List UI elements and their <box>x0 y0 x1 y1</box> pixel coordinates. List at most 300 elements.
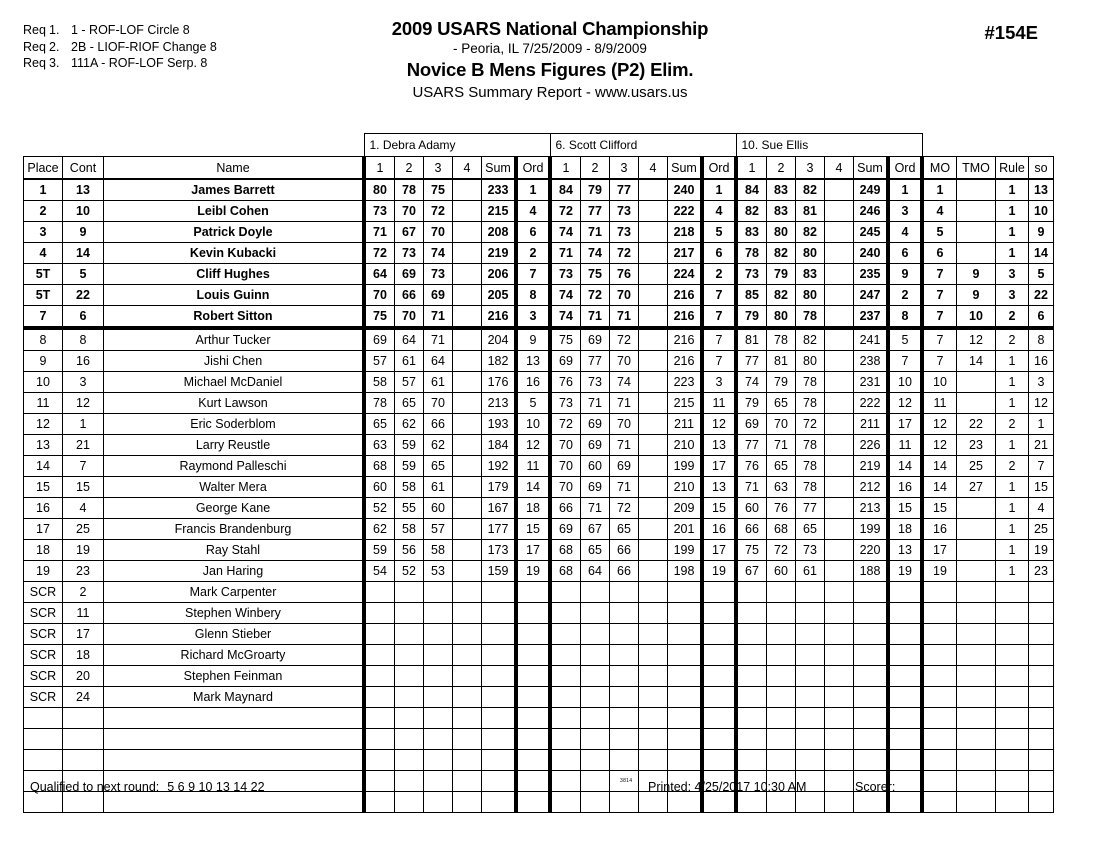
cell-j2-ord <box>702 624 736 645</box>
cell-rule: 1 <box>996 179 1029 201</box>
cell-j2-score4 <box>639 306 668 329</box>
cell-j1-score3 <box>424 708 453 729</box>
requirement-label: Req <box>23 39 46 54</box>
cell-j3-score2: 70 <box>767 414 796 435</box>
table-row[interactable] <box>24 561 1054 582</box>
cell-j2-score2 <box>581 582 610 603</box>
cell-cont: 18 <box>63 645 104 666</box>
table-row[interactable] <box>24 519 1054 540</box>
table-row[interactable] <box>24 750 1054 771</box>
cell-so <box>1029 582 1054 603</box>
cell-j3-sum: 246 <box>854 201 889 222</box>
table-row[interactable] <box>24 285 1054 306</box>
requirement-number: 1. <box>49 23 60 37</box>
cell-j3-score3: 72 <box>796 414 825 435</box>
cell-j2-score2 <box>581 645 610 666</box>
cell-j3-score2: 80 <box>767 306 796 329</box>
cell-j3-score3: 82 <box>796 222 825 243</box>
cell-j3-score1: 73 <box>736 264 767 285</box>
cell-j3-ord: 1 <box>888 179 922 201</box>
cell-j1-ord: 5 <box>516 393 550 414</box>
cell-j1-score3: 53 <box>424 561 453 582</box>
cell-j2-sum: 224 <box>668 264 703 285</box>
cell-j1-ord: 13 <box>516 351 550 372</box>
cell-mo <box>922 708 957 729</box>
cell-j3-score4 <box>825 687 854 708</box>
table-row[interactable] <box>24 540 1054 561</box>
cell-j3-score4 <box>825 582 854 603</box>
cell-j1-ord: 19 <box>516 561 550 582</box>
cell-j2-score1: 68 <box>550 561 581 582</box>
cell-so: 4 <box>1029 498 1054 519</box>
cell-j3-score2: 79 <box>767 264 796 285</box>
cell-j2-score4 <box>639 666 668 687</box>
cell-j3-ord: 11 <box>888 435 922 456</box>
cell-place: 9 <box>24 351 63 372</box>
cell-j1-score1: 59 <box>364 540 395 561</box>
cell-mo: 12 <box>922 414 957 435</box>
cell-tmo: 12 <box>957 328 996 351</box>
cell-tmo <box>957 201 996 222</box>
cell-name: Stephen Winbery <box>104 603 365 624</box>
table-row[interactable] <box>24 708 1054 729</box>
cell-j2-score2: 74 <box>581 243 610 264</box>
cell-j1-ord: 4 <box>516 201 550 222</box>
cell-j2-score4 <box>639 328 668 351</box>
cell-j3-ord: 16 <box>888 477 922 498</box>
cell-j1-sum <box>482 624 517 645</box>
table-row[interactable] <box>24 306 1054 329</box>
cell-cont: 7 <box>63 456 104 477</box>
cell-j2-score3: 76 <box>610 264 639 285</box>
col-j2-score3: 3 <box>610 157 639 180</box>
cell-j3-score2: 79 <box>767 372 796 393</box>
cell-j1-ord: 7 <box>516 264 550 285</box>
cell-j2-score1: 70 <box>550 435 581 456</box>
cell-cont: 23 <box>63 561 104 582</box>
cell-so: 6 <box>1029 306 1054 329</box>
cell-place: 4 <box>24 243 63 264</box>
cell-cont: 6 <box>63 306 104 329</box>
cell-mo: 14 <box>922 456 957 477</box>
cell-j2-ord: 13 <box>702 435 736 456</box>
cell-tmo <box>957 393 996 414</box>
cell-j2-sum <box>668 666 703 687</box>
cell-j2-score1 <box>550 666 581 687</box>
cell-j3-score2 <box>767 603 796 624</box>
table-row[interactable] <box>24 687 1054 708</box>
cell-j3-score4 <box>825 393 854 414</box>
table-row[interactable] <box>24 645 1054 666</box>
cell-j3-score3: 81 <box>796 201 825 222</box>
cell-j1-score3: 64 <box>424 351 453 372</box>
cell-place <box>24 729 63 750</box>
cell-cont: 16 <box>63 351 104 372</box>
event-location: - Peoria, IL 7/25/2009 - 8/9/2009 <box>453 41 647 56</box>
cell-name: Robert Sitton <box>104 306 365 329</box>
cell-j2-score4 <box>639 750 668 771</box>
cell-j3-score4 <box>825 729 854 750</box>
cell-j2-score4 <box>639 243 668 264</box>
cell-j2-score1: 75 <box>550 328 581 351</box>
cell-j2-score1: 73 <box>550 393 581 414</box>
cell-mo: 11 <box>922 393 957 414</box>
cell-cont <box>63 750 104 771</box>
cell-place <box>24 708 63 729</box>
form-revision-mark: 3814 <box>620 778 633 784</box>
cell-j1-score3: 75 <box>424 179 453 201</box>
cell-j2-ord: 16 <box>702 519 736 540</box>
cell-so <box>1029 687 1054 708</box>
event-code: #154E <box>984 22 1038 43</box>
cell-so: 1 <box>1029 414 1054 435</box>
col-j3-score3: 3 <box>796 157 825 180</box>
cell-so <box>1029 645 1054 666</box>
cell-j2-score1: 66 <box>550 498 581 519</box>
cell-j2-score2: 69 <box>581 328 610 351</box>
cell-j3-score3: 82 <box>796 179 825 201</box>
cell-name: Eric Soderblom <box>104 414 365 435</box>
cell-place: 12 <box>24 414 63 435</box>
cell-cont: 9 <box>63 222 104 243</box>
cell-j3-sum: 188 <box>854 561 889 582</box>
cell-j3-score3 <box>796 603 825 624</box>
cell-j2-score3: 72 <box>610 328 639 351</box>
cell-j2-sum <box>668 645 703 666</box>
cell-j3-score1 <box>736 582 767 603</box>
cell-j3-score3: 83 <box>796 264 825 285</box>
cell-place: 14 <box>24 456 63 477</box>
cell-j1-ord: 15 <box>516 519 550 540</box>
cell-j2-score4 <box>639 708 668 729</box>
cell-name: Richard McGroarty <box>104 645 365 666</box>
table-row[interactable] <box>24 729 1054 750</box>
table-row[interactable] <box>24 243 1054 264</box>
table-head <box>24 134 1054 180</box>
cell-j2-ord <box>702 750 736 771</box>
cell-j3-score3: 78 <box>796 435 825 456</box>
cell-name: Kevin Kubacki <box>104 243 365 264</box>
cell-j1-score4 <box>453 582 482 603</box>
cell-j3-score1: 81 <box>736 328 767 351</box>
cell-j3-sum: 231 <box>854 372 889 393</box>
cell-j1-score4 <box>453 540 482 561</box>
cell-j1-score4 <box>453 201 482 222</box>
table-row[interactable] <box>24 666 1054 687</box>
cell-j3-ord: 18 <box>888 519 922 540</box>
cell-j1-sum <box>482 582 517 603</box>
cell-name: Leibl Cohen <box>104 201 365 222</box>
cell-j1-sum: 213 <box>482 393 517 414</box>
cell-j2-ord <box>702 708 736 729</box>
cell-j1-score2 <box>395 708 424 729</box>
cell-j1-ord <box>516 708 550 729</box>
cell-name: Mark Maynard <box>104 687 365 708</box>
cell-j2-score1 <box>550 582 581 603</box>
cell-mo: 19 <box>922 561 957 582</box>
cell-j2-ord: 7 <box>702 306 736 329</box>
col-j1-score3: 3 <box>424 157 453 180</box>
cell-j1-score3: 60 <box>424 498 453 519</box>
cell-j2-score3: 70 <box>610 414 639 435</box>
cell-cont: 12 <box>63 393 104 414</box>
cell-j2-score1: 74 <box>550 306 581 329</box>
cell-j1-score2: 59 <box>395 435 424 456</box>
cell-j2-score3: 69 <box>610 456 639 477</box>
cell-j3-score3 <box>796 750 825 771</box>
cell-j3-score3: 61 <box>796 561 825 582</box>
cell-tmo: 10 <box>957 306 996 329</box>
col-j2-score4: 4 <box>639 157 668 180</box>
cell-name <box>104 708 365 729</box>
cell-j1-ord: 3 <box>516 306 550 329</box>
cell-mo: 4 <box>922 201 957 222</box>
judge-band-row <box>24 134 1054 157</box>
qualified-numbers: 5 6 9 10 13 14 22 <box>167 780 265 794</box>
cell-j3-score2 <box>767 687 796 708</box>
col-place: Place <box>24 157 63 180</box>
cell-j2-score4 <box>639 393 668 414</box>
cell-mo: 7 <box>922 285 957 306</box>
cell-tmo <box>957 708 996 729</box>
cell-j1-ord <box>516 645 550 666</box>
cell-tmo <box>957 666 996 687</box>
cell-cont: 24 <box>63 687 104 708</box>
qualified-note <box>30 780 265 794</box>
requirement-label: Req <box>23 23 46 37</box>
cell-j1-score1 <box>364 666 395 687</box>
cell-j3-score1: 74 <box>736 372 767 393</box>
cell-j3-ord <box>888 750 922 771</box>
cell-so: 21 <box>1029 435 1054 456</box>
cell-so: 8 <box>1029 328 1054 351</box>
cell-j2-sum: 199 <box>668 456 703 477</box>
cell-name: Larry Reustle <box>104 435 365 456</box>
cell-name: Walter Mera <box>104 477 365 498</box>
cell-j2-score4 <box>639 201 668 222</box>
cell-j1-score3: 71 <box>424 306 453 329</box>
col-j2-score1: 1 <box>550 157 581 180</box>
cell-j3-ord: 3 <box>888 201 922 222</box>
cell-rule: 2 <box>996 328 1029 351</box>
cell-j3-ord: 5 <box>888 328 922 351</box>
cell-name: James Barrett <box>104 179 365 201</box>
cell-j1-sum <box>482 687 517 708</box>
cell-j2-score2: 60 <box>581 456 610 477</box>
cell-j1-score2: 65 <box>395 393 424 414</box>
cell-j1-score2: 56 <box>395 540 424 561</box>
cell-j3-ord: 19 <box>888 561 922 582</box>
cell-j2-ord: 4 <box>702 201 736 222</box>
table-row[interactable] <box>24 201 1054 222</box>
cell-j3-score2: 68 <box>767 519 796 540</box>
table-row[interactable] <box>24 435 1054 456</box>
cell-j1-score3 <box>424 603 453 624</box>
cell-j3-score1: 76 <box>736 456 767 477</box>
table-row[interactable] <box>24 414 1054 435</box>
cell-j3-ord <box>888 603 922 624</box>
cell-rule <box>996 687 1029 708</box>
cell-j2-score4 <box>639 540 668 561</box>
cell-j2-score3 <box>610 603 639 624</box>
cell-rule <box>996 582 1029 603</box>
cell-j3-sum: 199 <box>854 519 889 540</box>
cell-j1-ord: 1 <box>516 179 550 201</box>
cell-mo: 17 <box>922 540 957 561</box>
cell-mo <box>922 729 957 750</box>
cell-j1-score2: 70 <box>395 306 424 329</box>
table-body <box>24 179 1054 813</box>
cell-j3-score4 <box>825 179 854 201</box>
cell-j1-score4 <box>453 351 482 372</box>
cell-so: 3 <box>1029 372 1054 393</box>
cell-j2-sum <box>668 624 703 645</box>
cell-j2-score4 <box>639 498 668 519</box>
table-row[interactable] <box>24 582 1054 603</box>
cell-j1-ord: 12 <box>516 435 550 456</box>
cell-place: SCR <box>24 624 63 645</box>
cell-j1-score3: 61 <box>424 477 453 498</box>
table-row[interactable] <box>24 351 1054 372</box>
cell-j2-score3: 66 <box>610 561 639 582</box>
cell-j1-ord: 16 <box>516 372 550 393</box>
cell-j2-score3: 71 <box>610 477 639 498</box>
cell-j1-sum <box>482 708 517 729</box>
cell-j1-score4 <box>453 729 482 750</box>
cell-j2-score1: 71 <box>550 243 581 264</box>
judge-header-1: 1. Debra Adamy <box>364 134 550 157</box>
cell-j3-score1: 71 <box>736 477 767 498</box>
cell-j1-sum: 173 <box>482 540 517 561</box>
table-row[interactable] <box>24 264 1054 285</box>
cell-j3-score1 <box>736 603 767 624</box>
cell-j2-score3: 72 <box>610 498 639 519</box>
cell-j2-sum <box>668 582 703 603</box>
cell-cont <box>63 729 104 750</box>
cell-j2-score4 <box>639 603 668 624</box>
cell-j1-score3: 62 <box>424 435 453 456</box>
table-row[interactable] <box>24 477 1054 498</box>
cell-mo: 16 <box>922 519 957 540</box>
cell-j2-score4 <box>639 285 668 306</box>
table-row[interactable] <box>24 328 1054 351</box>
cell-j2-score2: 77 <box>581 201 610 222</box>
cell-j3-score4 <box>825 561 854 582</box>
cell-j3-score4 <box>825 306 854 329</box>
cell-j1-score2: 69 <box>395 264 424 285</box>
cell-j3-score3 <box>796 687 825 708</box>
cell-j3-score4 <box>825 666 854 687</box>
cell-so: 25 <box>1029 519 1054 540</box>
cell-cont: 8 <box>63 328 104 351</box>
cell-j1-score1: 80 <box>364 179 395 201</box>
cell-j3-score2: 65 <box>767 393 796 414</box>
cell-j2-score4 <box>639 624 668 645</box>
cell-j2-ord: 2 <box>702 264 736 285</box>
cell-j2-score1 <box>550 708 581 729</box>
table-row[interactable] <box>24 498 1054 519</box>
cell-j3-score4 <box>825 435 854 456</box>
cell-j1-sum: 184 <box>482 435 517 456</box>
cell-j3-sum: 220 <box>854 540 889 561</box>
cell-j3-score4 <box>825 603 854 624</box>
cell-rule: 1 <box>996 201 1029 222</box>
cell-j1-sum: 193 <box>482 414 517 435</box>
cell-j1-sum: 192 <box>482 456 517 477</box>
cell-j3-ord: 13 <box>888 540 922 561</box>
cell-tmo: 27 <box>957 477 996 498</box>
cell-j3-score4 <box>825 372 854 393</box>
table-row[interactable] <box>24 624 1054 645</box>
cell-j1-score1: 78 <box>364 393 395 414</box>
cell-j1-score1: 54 <box>364 561 395 582</box>
cell-j3-score3: 80 <box>796 243 825 264</box>
cell-j1-score4 <box>453 328 482 351</box>
cell-j2-score1: 70 <box>550 456 581 477</box>
table-row[interactable] <box>24 222 1054 243</box>
cell-j3-ord: 14 <box>888 456 922 477</box>
cell-j2-ord: 1 <box>702 179 736 201</box>
cell-j1-score1 <box>364 582 395 603</box>
cell-j1-score1 <box>364 687 395 708</box>
cell-j2-score2: 64 <box>581 561 610 582</box>
cell-rule: 1 <box>996 540 1029 561</box>
cell-so: 22 <box>1029 285 1054 306</box>
cell-so: 9 <box>1029 222 1054 243</box>
cell-place: 7 <box>24 306 63 329</box>
cell-place: 3 <box>24 222 63 243</box>
cell-j3-ord: 12 <box>888 393 922 414</box>
cell-j2-score1: 69 <box>550 351 581 372</box>
cell-cont: 14 <box>63 243 104 264</box>
cell-j3-ord: 10 <box>888 372 922 393</box>
cell-j3-sum: 247 <box>854 285 889 306</box>
cell-j1-score4 <box>453 498 482 519</box>
cell-cont: 1 <box>63 414 104 435</box>
cell-j2-score3 <box>610 687 639 708</box>
cell-j1-score3 <box>424 687 453 708</box>
cell-mo: 10 <box>922 372 957 393</box>
cell-j3-sum <box>854 624 889 645</box>
cell-j2-score4 <box>639 179 668 201</box>
cell-cont: 22 <box>63 285 104 306</box>
cell-j3-score1: 84 <box>736 179 767 201</box>
cell-j2-score3 <box>610 729 639 750</box>
cell-j2-ord: 3 <box>702 372 736 393</box>
cell-j2-score4 <box>639 687 668 708</box>
cell-j2-score4 <box>639 456 668 477</box>
table-row[interactable] <box>24 393 1054 414</box>
cell-j2-score3: 73 <box>610 201 639 222</box>
cell-j1-sum <box>482 666 517 687</box>
table-row[interactable] <box>24 179 1054 201</box>
cell-j3-score3 <box>796 624 825 645</box>
cell-tmo <box>957 603 996 624</box>
cell-cont: 11 <box>63 603 104 624</box>
cell-j2-ord: 15 <box>702 498 736 519</box>
cell-j1-score1 <box>364 750 395 771</box>
table-row[interactable] <box>24 372 1054 393</box>
cell-j1-score2 <box>395 645 424 666</box>
table-row[interactable] <box>24 603 1054 624</box>
col-j2-ord: Ord <box>702 157 736 180</box>
cell-j1-score1: 75 <box>364 306 395 329</box>
table-row[interactable] <box>24 456 1054 477</box>
cell-rule: 1 <box>996 498 1029 519</box>
cell-j1-score3: 71 <box>424 328 453 351</box>
cell-j1-score2: 58 <box>395 477 424 498</box>
cell-j2-score2: 69 <box>581 477 610 498</box>
